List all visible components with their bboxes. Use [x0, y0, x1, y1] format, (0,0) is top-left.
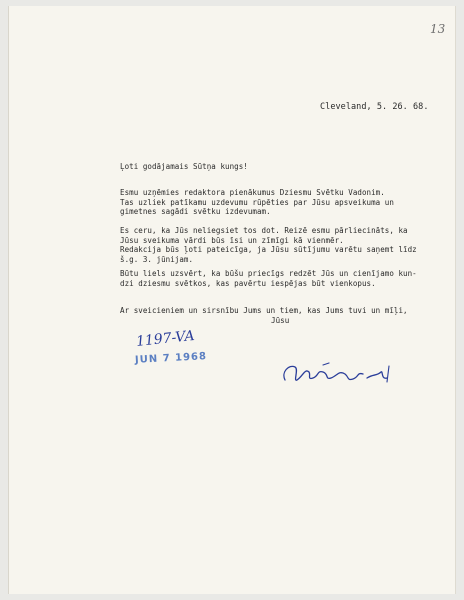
signature-image — [277, 358, 407, 388]
letter-date: Cleveland, 5. 26. 68. — [320, 102, 429, 112]
letter-closing-2: Jūsu — [271, 316, 290, 325]
page-number: 13 — [430, 22, 446, 36]
letter-paragraph-3: Būtu liels uzsvērt, ka būšu priecīgs redzēt Jūs un cienījamo kun- dzi dziesmu svētkos, kas pavērtu iespējas būt vienkopus. — [120, 269, 417, 288]
letter-greeting: Ļoti godājamais Sūtņa kungs! — [120, 162, 248, 171]
received-date-stamp: JUN 7 1968 — [134, 351, 208, 366]
letter-closing: Ar sveicieniem un sirsnību Jums un tiem, kas Jums tuvi un mīļi, — [120, 306, 408, 315]
letter-page — [8, 6, 456, 594]
letter-paragraph-2: Es ceru, ka Jūs neliegsiet tos dot. Reizē esmu pārliecināts, ka Jūsu sveikuma vārdi būs īsi un zīmīgi kā vienmēr. Redakcija būs ļoti pateicīga, ja Jūsu sūtījumu varētu saņemt līdz š.g. 3. jūnijam. — [120, 226, 417, 264]
handwritten-reference-number: 1197-VA — [135, 327, 196, 351]
letter-paragraph-1: Esmu uzņēmies redaktora pienākumus Dziesmu Svētku Vadonim. Tas uzliek patīkamu uzdevumu rūpēties par Jūsu apsveikuma un gimetnes sagādi svētku izdevumam. — [120, 188, 394, 216]
